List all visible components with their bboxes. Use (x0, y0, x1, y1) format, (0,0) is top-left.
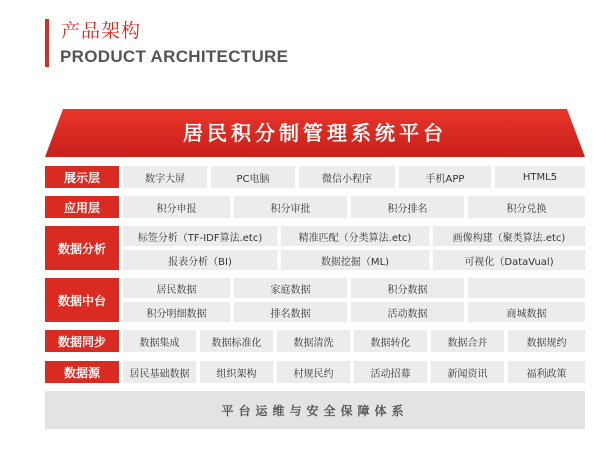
cell-html5: HTML5 (495, 166, 585, 188)
cell-data-standardization: 数据标准化 (200, 330, 273, 352)
cell-data-integration: 数据集成 (123, 330, 196, 352)
layer-label-application: 应用层 (45, 196, 119, 218)
cell-mall-data: 商城数据 (468, 302, 585, 322)
cell-resident-basic-data: 居民基础数据 (123, 361, 196, 383)
cell-profile-building: 画像构建（聚类算法.etc) (433, 226, 585, 246)
cell-data-cleaning: 数据清洗 (277, 330, 350, 352)
layer-label-data-analysis: 数据分析 (45, 226, 119, 270)
cell-pc: PC电脑 (211, 166, 295, 188)
cell-precise-matching: 精准匹配（分类算法.etc) (281, 226, 429, 246)
cell-big-screen: 数字大屏 (123, 166, 207, 188)
cell-points-data: 积分数据 (351, 278, 464, 298)
layer-label-presentation: 展示层 (45, 166, 119, 188)
cell-points-detail-data: 积分明细数据 (123, 302, 230, 322)
cell-tag-analysis: 标签分析（TF-IDF算法.etc) (123, 226, 277, 246)
cell-village-regulations: 村规民约 (277, 361, 350, 383)
cell-blank (468, 278, 585, 298)
cell-data-transformation: 数据转化 (354, 330, 427, 352)
cell-data-merge: 数据合并 (431, 330, 504, 352)
cell-points-approval: 积分审批 (234, 196, 347, 218)
cell-report-analysis: 报表分析（BI) (123, 250, 277, 270)
cell-visualization: 可视化（DataVual) (433, 250, 585, 270)
platform-banner (45, 109, 585, 157)
title-accent-bar (45, 19, 49, 67)
cell-resident-data: 居民数据 (123, 278, 230, 298)
cell-welfare-policy: 福利政策 (508, 361, 585, 383)
layer-label-data-sync: 数据同步 (45, 330, 119, 352)
layer-label-data-source: 数据源 (45, 361, 119, 383)
cell-mobile-app: 手机APP (399, 166, 491, 188)
operations-security-footer: 平台运维与安全保障体系 (45, 391, 585, 429)
page-title: 产品架构 (61, 20, 142, 42)
cell-family-data: 家庭数据 (234, 278, 347, 298)
cell-ranking-data: 排名数据 (234, 302, 347, 322)
page-subtitle: PRODUCT ARCHITECTURE (60, 47, 289, 66)
cell-news: 新闻资讯 (431, 361, 504, 383)
cell-data-mining: 数据挖掘（ML) (281, 250, 429, 270)
cell-data-reduction: 数据规约 (508, 330, 585, 352)
layer-label-data-middle-platform: 数据中台 (45, 278, 119, 322)
banner-title: 居民积分制管理系统平台 (183, 121, 447, 145)
cell-wechat-mini-program: 微信小程序 (299, 166, 395, 188)
cell-organization-structure: 组织架构 (200, 361, 273, 383)
cell-activity-data: 活动数据 (351, 302, 464, 322)
cell-points-ranking: 积分排名 (351, 196, 464, 218)
cell-points-declaration: 积分申报 (123, 196, 230, 218)
cell-activity-recruitment: 活动招募 (354, 361, 427, 383)
cell-points-exchange: 积分兑换 (468, 196, 585, 218)
